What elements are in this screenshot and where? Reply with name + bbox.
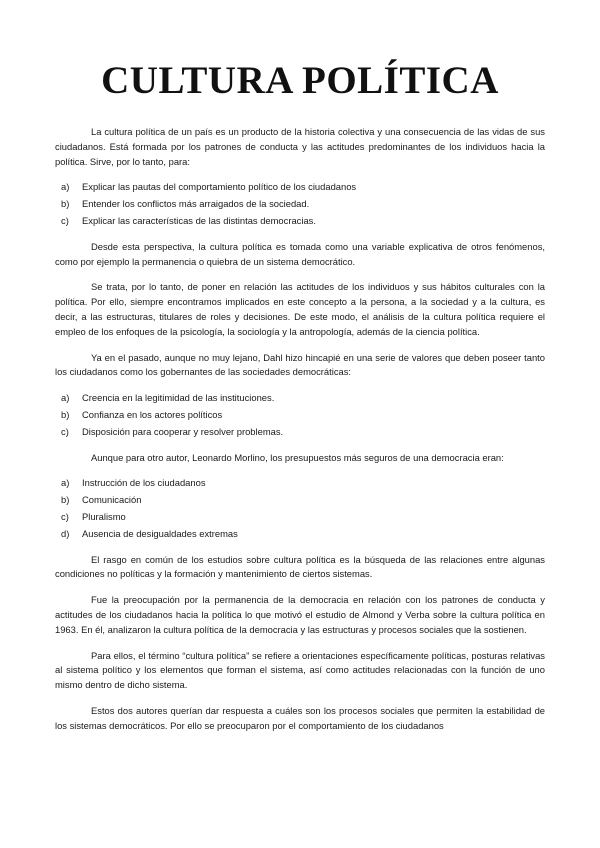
list-item [55,510,545,525]
list-marker: d) [61,527,70,539]
list-text: Ausencia de desigualdades extremas [82,527,238,539]
list-purposes [55,180,545,228]
list-marker: a) [61,477,70,489]
page-title: CULTURA POLÍTICA [101,59,499,102]
list-marker: c) [61,214,69,226]
paragraph-common-trait: El rasgo en común de los estudios sobre cultura política es la búsqueda de las relaciones entre algunas condiciones no políticas y la formación y mantenimiento de ciertos sistemas. [55,553,545,580]
list-text: Explicar las características de las distintas democracias. [82,214,316,226]
list-marker: b) [61,494,70,506]
paragraph-social-processes: Estos dos autores querían dar respuesta a cuáles son los procesos sociales que permiten la estabilidad de los sistemas democráticos. Por ello se preocuparon por el comportamiento de los ciudadanos [55,704,545,731]
paragraph-intro: La cultura política de un país es un producto de la historia colectiva y una consecuencia de las vidas de sus ciudadanos. Está formada por los patrones de conducta y las actitudes predominantes de los individuos hacia la política. Sirve, por lo tanto, para: [55,126,545,167]
list-marker: c) [61,510,69,522]
list-marker: c) [61,425,69,437]
list-text: Confianza en los actores políticos [82,408,223,420]
list-item [55,493,545,508]
list-marker: a) [61,181,70,193]
list-marker: a) [61,392,70,404]
list-text: Entender los conflictos más arraigados de la sociedad. [82,198,310,210]
list-text: Disposición para cooperar y resolver problemas. [82,425,284,437]
paragraph-perspective: Desde esta perspectiva, la cultura política es tomada como una variable explicativa de otros fenómenos, como por ejemplo la permanencia o quiebra de un sistema democrático. [55,240,545,267]
list-marker: b) [61,408,70,420]
paragraph-almond-verba: Fue la preocupación por la permanencia de la democracia en relación con los patrones de conducta y actitudes de los ciudadanos hacia la política lo que motivó el estudio de Almond y Verba sobre la cultura política en 1963. En él, analizaron la cultura política de la democracia y las estructuras y procesos sociales que la sostienen. [55,594,545,635]
list-text: Explicar las pautas del comportamiento político de los ciudadanos [82,181,357,193]
document-body [55,125,545,734]
list-morlino-conditions [55,476,545,541]
list-text: Comunicación [82,494,142,506]
paragraph-relation: Se trata, por lo tanto, de poner en relación las actitudes de los individuos y sus hábitos culturales con la política. Por ello, siempre encontramos implicados en este concepto a la persona, a la sociedad y a la cultura, es decir, a las estructuras, titulares de roles y decisiones. De este modo, el análisis de la cultura política requiere el empleo de los enfoques de la psicología, la sociología y la antropología, además de la ciencia política. [55,281,545,337]
paragraph-morlino: Aunque para otro autor, Leonardo Morlino, los presupuestos más seguros de una democracia eran: [91,451,504,463]
list-item [55,214,545,229]
paragraph-definition: Para ellos, el término “cultura política” se refiere a orientaciones específicamente políticas, posturas relativas al sistema político y los elementos que forman el sistema, así como actitudes relacionadas con la función de uno mismo dentro de dicho sistema. [55,649,545,691]
list-item [55,425,545,440]
list-item [55,476,545,491]
list-item [55,197,545,212]
list-item [55,180,545,195]
list-item [55,527,545,542]
list-dahl-values [55,391,545,439]
list-item [55,391,545,406]
list-text: Instrucción de los ciudadanos [82,477,206,489]
list-item [55,408,545,423]
list-marker: b) [61,198,70,210]
paragraph-dahl: Ya en el pasado, aunque no muy lejano, Dahl hizo hincapié en una serie de valores que deben poseer tanto los ciudadanos como los gobernantes de las sociedades democráticas: [55,351,545,378]
list-text: Pluralismo [82,510,126,522]
list-text: Creencia en la legitimidad de las instituciones. [82,392,275,404]
